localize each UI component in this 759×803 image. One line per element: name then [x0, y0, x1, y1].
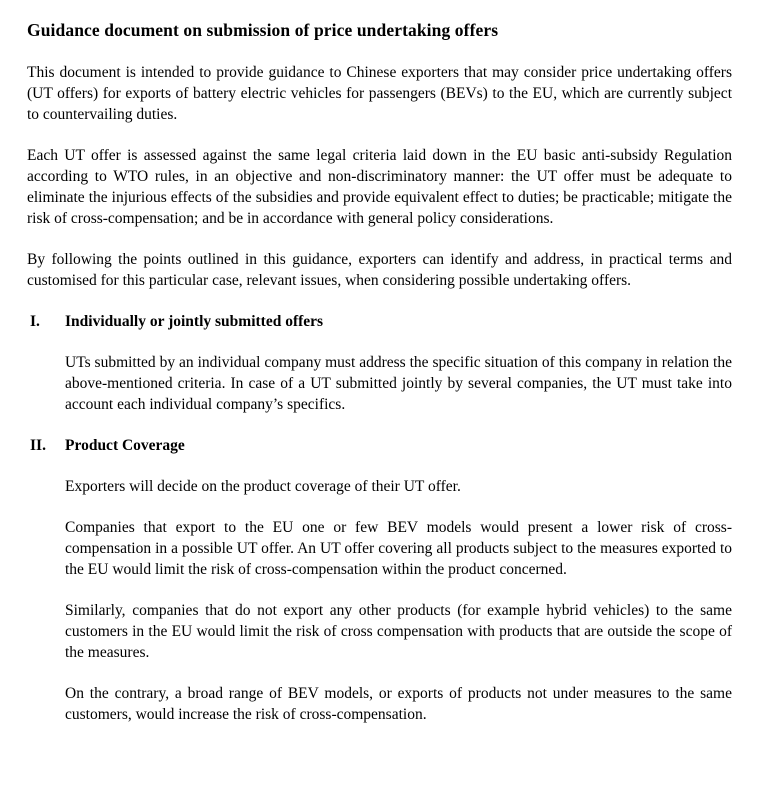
section-body [65, 476, 732, 725]
section-number: I. [30, 313, 40, 330]
document-title: Guidance document on submission of price undertaking offers [27, 20, 499, 40]
intro-paragraph-3: By following the points outlined in this guidance, exporters can identify and address, in practical terms and customised for this particular case, relevant issues, when considering possible undertaking offers. [27, 251, 732, 289]
intro-paragraph-1: This document is intended to provide guidance to Chinese exporters that may consider price undertaking offers (UT offers) for exports of battery electric vehicles for passengers (BEVs) to the EU, which are currently subject to countervailing duties. [27, 64, 732, 123]
section-product-coverage [27, 435, 732, 725]
section-body [65, 352, 732, 415]
section-number: II. [30, 437, 46, 454]
section-individually-or-jointly-submitted-offers [27, 311, 732, 415]
section-paragraph: Exporters will decide on the product coverage of their UT offer. [65, 478, 461, 495]
section-paragraph: On the contrary, a broad range of BEV models, or exports of products not under measures to the same customers, would increase the risk of cross-compensation. [65, 685, 732, 723]
section-heading-row [27, 311, 732, 332]
section-paragraph: Companies that export to the EU one or few BEV models would present a lower risk of cross-compensation in a possible UT offer. An UT offer covering all products subject to the measures exported to the EU would limit the risk of cross-compensation within the product concerned. [65, 519, 732, 578]
section-heading-row [27, 435, 732, 456]
section-title: Product Coverage [65, 437, 185, 454]
section-title: Individually or jointly submitted offers [65, 313, 324, 330]
section-paragraph: Similarly, companies that do not export any other products (for example hybrid vehicles) to the same customers in the EU would limit the risk of cross compensation with products that are outside the scope of the measures. [65, 602, 732, 661]
section-paragraph: UTs submitted by an individual company must address the specific situation of this company in relation the above-mentioned criteria. In case of a UT submitted jointly by several companies, the UT must take into account each individual company’s specifics. [65, 354, 732, 413]
intro-paragraph-2: Each UT offer is assessed against the same legal criteria laid down in the EU basic anti-subsidy Regulation according to WTO rules, in an objective and non-discriminatory manner: the UT offer must be adequate to eliminate the injurious effects of the subsidies and provide equivalent effect to duties; be practicable; mitigate the risk of cross-compensation; and be in accordance with general policy considerations. [27, 147, 732, 227]
